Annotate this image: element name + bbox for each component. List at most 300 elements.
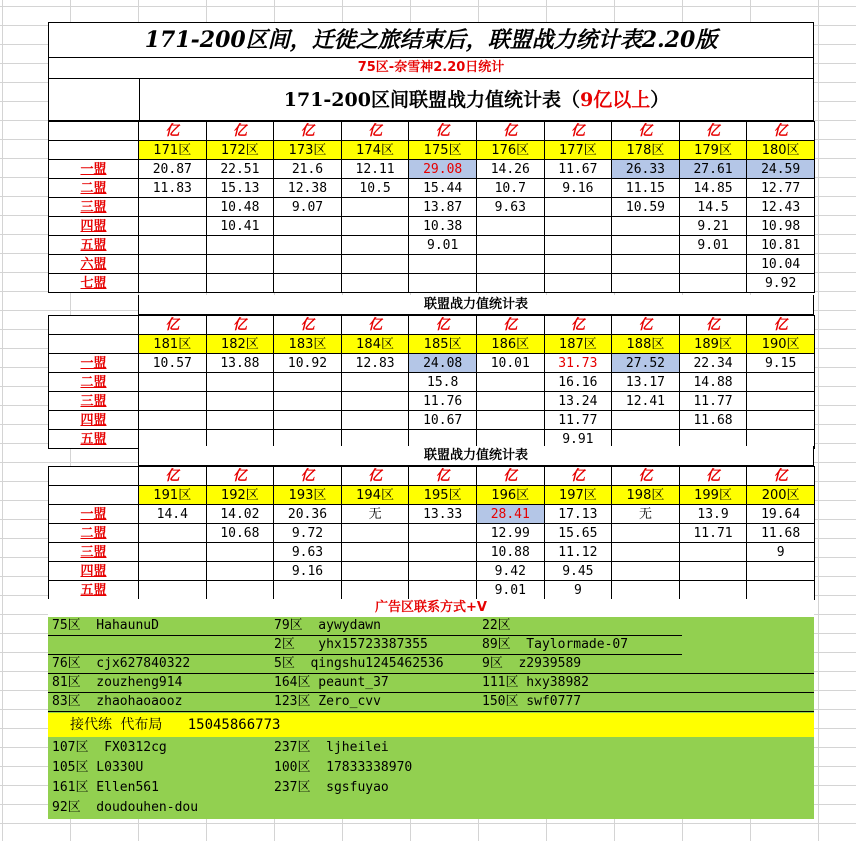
alliance-label: 三盟: [49, 392, 139, 411]
power-cell: [139, 274, 207, 293]
power-cell: 9.07: [274, 198, 342, 217]
power-cell: 28.41: [476, 505, 544, 524]
unit-label: 亿: [206, 122, 274, 141]
ad-contact: 164区 peaunt_37: [274, 675, 389, 690]
section-title-181-190: 联盟战力值统计表: [138, 295, 814, 315]
power-cell: [612, 217, 680, 236]
ad-contact: 123区 Zero_cvv: [274, 694, 381, 709]
power-cell: 10.48: [206, 198, 274, 217]
power-cell: 9.72: [274, 524, 342, 543]
power-cell: [341, 198, 409, 217]
unit-label: 亿: [747, 467, 815, 486]
power-cell: 9.01: [679, 236, 747, 255]
power-cell: [274, 236, 342, 255]
power-cell: 13.17: [612, 373, 680, 392]
power-cell: [341, 562, 409, 581]
power-cell: [679, 543, 747, 562]
power-cell: 9.21: [679, 217, 747, 236]
zone-header: 186区: [476, 335, 544, 354]
ad-row: [48, 655, 814, 674]
zone-header: 189区: [679, 335, 747, 354]
ad-contact: 75区 HahaunuD: [52, 618, 159, 633]
ad-contact: 81区 zouzheng914: [52, 675, 183, 690]
power-cell: [679, 562, 747, 581]
power-cell: 10.92: [274, 354, 342, 373]
unit-label: 亿: [139, 467, 207, 486]
power-cell: 13.88: [206, 354, 274, 373]
main-title-prefix: 171-200区间联盟战力值统计表（: [283, 89, 580, 111]
power-cell: [274, 373, 342, 392]
main-title-suffix: ）: [650, 89, 670, 111]
alliance-label: 四盟: [49, 562, 139, 581]
power-cell: [747, 392, 815, 411]
power-cell: 9.16: [544, 179, 612, 198]
power-cell: 11.68: [679, 411, 747, 430]
power-cell: 22.34: [679, 354, 747, 373]
unit-label: 亿: [409, 122, 477, 141]
ad-contact: 237区 ljheilei: [274, 740, 389, 755]
power-cell: 13.9: [679, 505, 747, 524]
power-cell: 12.77: [747, 179, 815, 198]
power-cell: 9.63: [476, 198, 544, 217]
zone-header: 197区: [544, 486, 612, 505]
ad-row: [48, 737, 814, 757]
unit-label: 亿: [679, 316, 747, 335]
unit-label: 亿: [409, 467, 477, 486]
zone-header: 179区: [679, 141, 747, 160]
table-row: [49, 179, 815, 198]
power-cell: 11.76: [409, 392, 477, 411]
power-cell: [612, 562, 680, 581]
ad-row: [48, 617, 682, 636]
alliance-label: 五盟: [49, 581, 139, 600]
power-cell: [476, 392, 544, 411]
power-cell: 17.13: [544, 505, 612, 524]
power-cell: [544, 255, 612, 274]
unit-label: 亿: [341, 316, 409, 335]
power-cell: 10.98: [747, 217, 815, 236]
power-cell: 10.5: [341, 179, 409, 198]
corner-cell: [49, 467, 139, 486]
stats-table-181-190: [48, 315, 815, 449]
zone-header: 198区: [612, 486, 680, 505]
ad-contact: 5区 qingshu1245462536: [274, 656, 444, 671]
unit-label: 亿: [747, 316, 815, 335]
power-cell: [409, 255, 477, 274]
alliance-label: 四盟: [49, 217, 139, 236]
table-row: [49, 581, 815, 600]
power-cell: [274, 392, 342, 411]
power-cell: 27.61: [679, 160, 747, 179]
power-cell: [544, 236, 612, 255]
zone-header: 175区: [409, 141, 477, 160]
power-cell: 11.77: [544, 411, 612, 430]
power-cell: 10.41: [206, 217, 274, 236]
power-cell: [612, 411, 680, 430]
power-cell: 31.73: [544, 354, 612, 373]
section-title-191-200: 联盟战力值统计表: [138, 446, 814, 466]
corner-cell: [49, 335, 139, 354]
alliance-label: 一盟: [49, 160, 139, 179]
zone-header: 188区: [612, 335, 680, 354]
corner-cell: [49, 486, 139, 505]
power-cell: 12.11: [341, 160, 409, 179]
power-cell: 21.6: [274, 160, 342, 179]
zone-header: 191区: [139, 486, 207, 505]
power-cell: 11.71: [679, 524, 747, 543]
unit-label: 亿: [139, 316, 207, 335]
power-cell: 11.67: [544, 160, 612, 179]
zone-header: 174区: [341, 141, 409, 160]
alliance-label: 七盟: [49, 274, 139, 293]
unit-label: 亿: [274, 316, 342, 335]
power-cell: [274, 217, 342, 236]
power-cell: [139, 373, 207, 392]
ad-contact: 111区 hxy38982: [482, 675, 589, 690]
table-row: [49, 505, 815, 524]
power-cell: [341, 274, 409, 293]
power-cell: 15.8: [409, 373, 477, 392]
alliance-label: 六盟: [49, 255, 139, 274]
power-cell: 10.81: [747, 236, 815, 255]
alliance-label: 二盟: [49, 373, 139, 392]
power-cell: [206, 274, 274, 293]
ad-contact: 161区 Ellen561: [52, 780, 159, 795]
power-cell: 无: [341, 505, 409, 524]
power-cell: 9.63: [274, 543, 342, 562]
alliance-label: 五盟: [49, 236, 139, 255]
corner-cell: [49, 141, 139, 160]
power-cell: [341, 411, 409, 430]
table-row: [49, 198, 815, 217]
power-cell: 15.44: [409, 179, 477, 198]
unit-label: 亿: [544, 467, 612, 486]
power-cell: [341, 392, 409, 411]
ad-contact: 237区 sgsfuyao: [274, 780, 389, 795]
corner-cell: [49, 122, 139, 141]
ad-service-text: 接代练 代布局 15045866773: [70, 717, 281, 733]
power-cell: 9.15: [747, 354, 815, 373]
power-cell: [206, 236, 274, 255]
power-cell: [139, 217, 207, 236]
ad-contact: 79区 aywydawn: [274, 618, 381, 633]
unit-label: 亿: [612, 467, 680, 486]
ad-contact: 105区 L0330U: [52, 760, 144, 775]
power-cell: 9.92: [747, 274, 815, 293]
power-cell: [747, 581, 815, 600]
unit-label: 亿: [679, 467, 747, 486]
power-cell: [139, 543, 207, 562]
power-cell: 14.85: [679, 179, 747, 198]
power-cell: [139, 236, 207, 255]
sheet-subtitle: 75区-奈雪神2.20日统计: [48, 58, 814, 79]
table-row: [49, 373, 815, 392]
power-cell: [139, 198, 207, 217]
table-row: [49, 236, 815, 255]
unit-label: 亿: [612, 316, 680, 335]
alliance-label: 一盟: [49, 505, 139, 524]
unit-label: 亿: [409, 316, 477, 335]
power-cell: 16.16: [544, 373, 612, 392]
ad-contact: 100区 17833338970: [274, 760, 413, 775]
sheet-title: 171-200区间，迁徙之旅结束后，联盟战力统计表2.20版: [48, 22, 814, 58]
power-cell: 14.02: [206, 505, 274, 524]
power-cell: 9.42: [476, 562, 544, 581]
power-cell: 无: [612, 505, 680, 524]
power-cell: [476, 217, 544, 236]
ad-section-title: 广告区联系方式+V: [48, 599, 814, 617]
alliance-label: 三盟: [49, 543, 139, 562]
power-cell: 14.5: [679, 198, 747, 217]
zone-header: 182区: [206, 335, 274, 354]
unit-label: 亿: [206, 316, 274, 335]
power-cell: 9.16: [274, 562, 342, 581]
ad-contacts-top: [48, 617, 814, 713]
power-cell: [274, 411, 342, 430]
power-cell: 10.59: [612, 198, 680, 217]
power-cell: [544, 198, 612, 217]
unit-label: 亿: [476, 467, 544, 486]
zone-header: 171区: [139, 141, 207, 160]
power-cell: 10.04: [747, 255, 815, 274]
ad-contact: 76区 cjx627840322: [52, 656, 191, 671]
power-cell: 12.83: [341, 354, 409, 373]
ad-contact: 22区: [482, 618, 511, 633]
power-cell: [341, 217, 409, 236]
power-cell: 9.45: [544, 562, 612, 581]
power-cell: 24.08: [409, 354, 477, 373]
ad-contact: 92区 doudouhen-dou: [52, 800, 199, 815]
power-cell: [544, 217, 612, 236]
power-cell: 13.24: [544, 392, 612, 411]
power-cell: [476, 274, 544, 293]
power-cell: [679, 581, 747, 600]
power-cell: [679, 274, 747, 293]
power-cell: 22.51: [206, 160, 274, 179]
power-cell: [409, 524, 477, 543]
zone-header: 187区: [544, 335, 612, 354]
power-cell: 12.43: [747, 198, 815, 217]
power-cell: 13.87: [409, 198, 477, 217]
power-cell: [476, 255, 544, 274]
power-cell: [612, 236, 680, 255]
power-cell: 11.15: [612, 179, 680, 198]
unit-label: 亿: [206, 467, 274, 486]
zone-header: 178区: [612, 141, 680, 160]
zone-header: 185区: [409, 335, 477, 354]
power-cell: 14.4: [139, 505, 207, 524]
alliance-label: 二盟: [49, 524, 139, 543]
power-cell: [612, 581, 680, 600]
power-cell: [747, 373, 815, 392]
power-cell: 9.01: [409, 236, 477, 255]
power-cell: [409, 543, 477, 562]
power-cell: 10.7: [476, 179, 544, 198]
power-cell: [476, 236, 544, 255]
unit-label: 亿: [544, 122, 612, 141]
ad-row: [48, 777, 814, 797]
zone-header: 190区: [747, 335, 815, 354]
table-row: [49, 274, 815, 293]
power-cell: [341, 581, 409, 600]
unit-label: 亿: [476, 122, 544, 141]
power-cell: [139, 581, 207, 600]
power-cell: [409, 581, 477, 600]
power-cell: [139, 524, 207, 543]
ad-row: [48, 674, 814, 693]
zone-header: 199区: [679, 486, 747, 505]
corner-cell: [49, 316, 139, 335]
zone-header: 183区: [274, 335, 342, 354]
power-cell: [612, 274, 680, 293]
ad-contact: 83区 zhaohaoaooz: [52, 694, 183, 709]
unit-label: 亿: [139, 122, 207, 141]
power-cell: [274, 255, 342, 274]
power-cell: [544, 274, 612, 293]
power-cell: [341, 524, 409, 543]
ad-row: [48, 757, 814, 777]
power-cell: [612, 543, 680, 562]
power-cell: 27.52: [612, 354, 680, 373]
power-cell: 11.77: [679, 392, 747, 411]
table-row: [49, 160, 815, 179]
unit-label: 亿: [341, 122, 409, 141]
power-cell: [139, 255, 207, 274]
zone-header: 176区: [476, 141, 544, 160]
power-cell: [409, 562, 477, 581]
zone-header: 196区: [476, 486, 544, 505]
power-cell: [747, 411, 815, 430]
power-cell: [274, 274, 342, 293]
power-cell: 10.01: [476, 354, 544, 373]
power-cell: [139, 562, 207, 581]
power-cell: 13.33: [409, 505, 477, 524]
power-cell: 29.08: [409, 160, 477, 179]
unit-label: 亿: [747, 122, 815, 141]
main-title-row: [48, 79, 814, 121]
table-row: [49, 543, 815, 562]
table-row: [49, 524, 815, 543]
zone-header: 195区: [409, 486, 477, 505]
power-cell: [476, 411, 544, 430]
alliance-label: 四盟: [49, 411, 139, 430]
ad-contact: 2区 yhx15723387355: [274, 637, 428, 652]
power-cell: 26.33: [612, 160, 680, 179]
power-cell: 24.59: [747, 160, 815, 179]
power-cell: [274, 581, 342, 600]
power-cell: 14.88: [679, 373, 747, 392]
zone-header: 192区: [206, 486, 274, 505]
ad-row: [48, 636, 682, 655]
ad-row: [48, 693, 814, 712]
power-cell: [409, 274, 477, 293]
alliance-label: 一盟: [49, 354, 139, 373]
power-cell: 10.88: [476, 543, 544, 562]
zone-header: 184区: [341, 335, 409, 354]
table-row: [49, 562, 815, 581]
power-cell: [341, 543, 409, 562]
power-cell: [747, 562, 815, 581]
power-cell: [612, 524, 680, 543]
table-row: [49, 255, 815, 274]
ad-contact: 107区 FX0312cg: [52, 740, 167, 755]
power-cell: 11.83: [139, 179, 207, 198]
power-cell: 15.65: [544, 524, 612, 543]
stats-table-171-180: [48, 121, 815, 293]
ad-contact: 9区 z2939589: [482, 656, 582, 671]
power-cell: [206, 411, 274, 430]
power-cell: [206, 581, 274, 600]
power-cell: 9.01: [476, 581, 544, 600]
main-title: [139, 79, 813, 120]
zone-header: 173区: [274, 141, 342, 160]
ad-contacts-bottom: [48, 737, 814, 819]
power-cell: 15.13: [206, 179, 274, 198]
zone-header: 172区: [206, 141, 274, 160]
zone-header: 181区: [139, 335, 207, 354]
alliance-label: 二盟: [49, 179, 139, 198]
power-cell: [341, 255, 409, 274]
power-cell: 10.38: [409, 217, 477, 236]
power-cell: [341, 373, 409, 392]
zone-header: 193区: [274, 486, 342, 505]
power-cell: [679, 255, 747, 274]
unit-label: 亿: [679, 122, 747, 141]
zone-header: 200区: [747, 486, 815, 505]
unit-label: 亿: [341, 467, 409, 486]
power-cell: [476, 373, 544, 392]
table-row: [49, 411, 815, 430]
power-cell: [206, 543, 274, 562]
power-cell: 12.99: [476, 524, 544, 543]
unit-label: 亿: [274, 467, 342, 486]
table-row: [49, 392, 815, 411]
power-cell: [206, 255, 274, 274]
ad-service-bar: [48, 713, 814, 737]
unit-label: 亿: [476, 316, 544, 335]
power-cell: 9: [747, 543, 815, 562]
power-cell: 10.67: [409, 411, 477, 430]
power-cell: 12.41: [612, 392, 680, 411]
power-cell: [206, 373, 274, 392]
table-row: [49, 217, 815, 236]
power-cell: [139, 392, 207, 411]
power-cell: [612, 255, 680, 274]
power-cell: [206, 562, 274, 581]
table-row: [49, 354, 815, 373]
power-cell: [206, 392, 274, 411]
power-cell: 20.87: [139, 160, 207, 179]
power-cell: 20.36: [274, 505, 342, 524]
ad-contact: 89区 Taylormade-07: [482, 637, 629, 652]
power-cell: 9.91: [544, 430, 612, 449]
power-cell: 19.64: [747, 505, 815, 524]
power-cell: [341, 236, 409, 255]
ad-contact: 150区 swf0777: [482, 694, 582, 709]
alliance-label: 五盟: [49, 430, 139, 449]
unit-label: 亿: [274, 122, 342, 141]
power-cell: 11.12: [544, 543, 612, 562]
main-title-highlight: 9亿以上: [579, 89, 651, 111]
ad-row: [48, 797, 814, 817]
alliance-label: 三盟: [49, 198, 139, 217]
power-cell: 11.68: [747, 524, 815, 543]
unit-label: 亿: [612, 122, 680, 141]
zone-header: 177区: [544, 141, 612, 160]
power-cell: [139, 411, 207, 430]
power-cell: 14.26: [476, 160, 544, 179]
power-cell: 12.38: [274, 179, 342, 198]
